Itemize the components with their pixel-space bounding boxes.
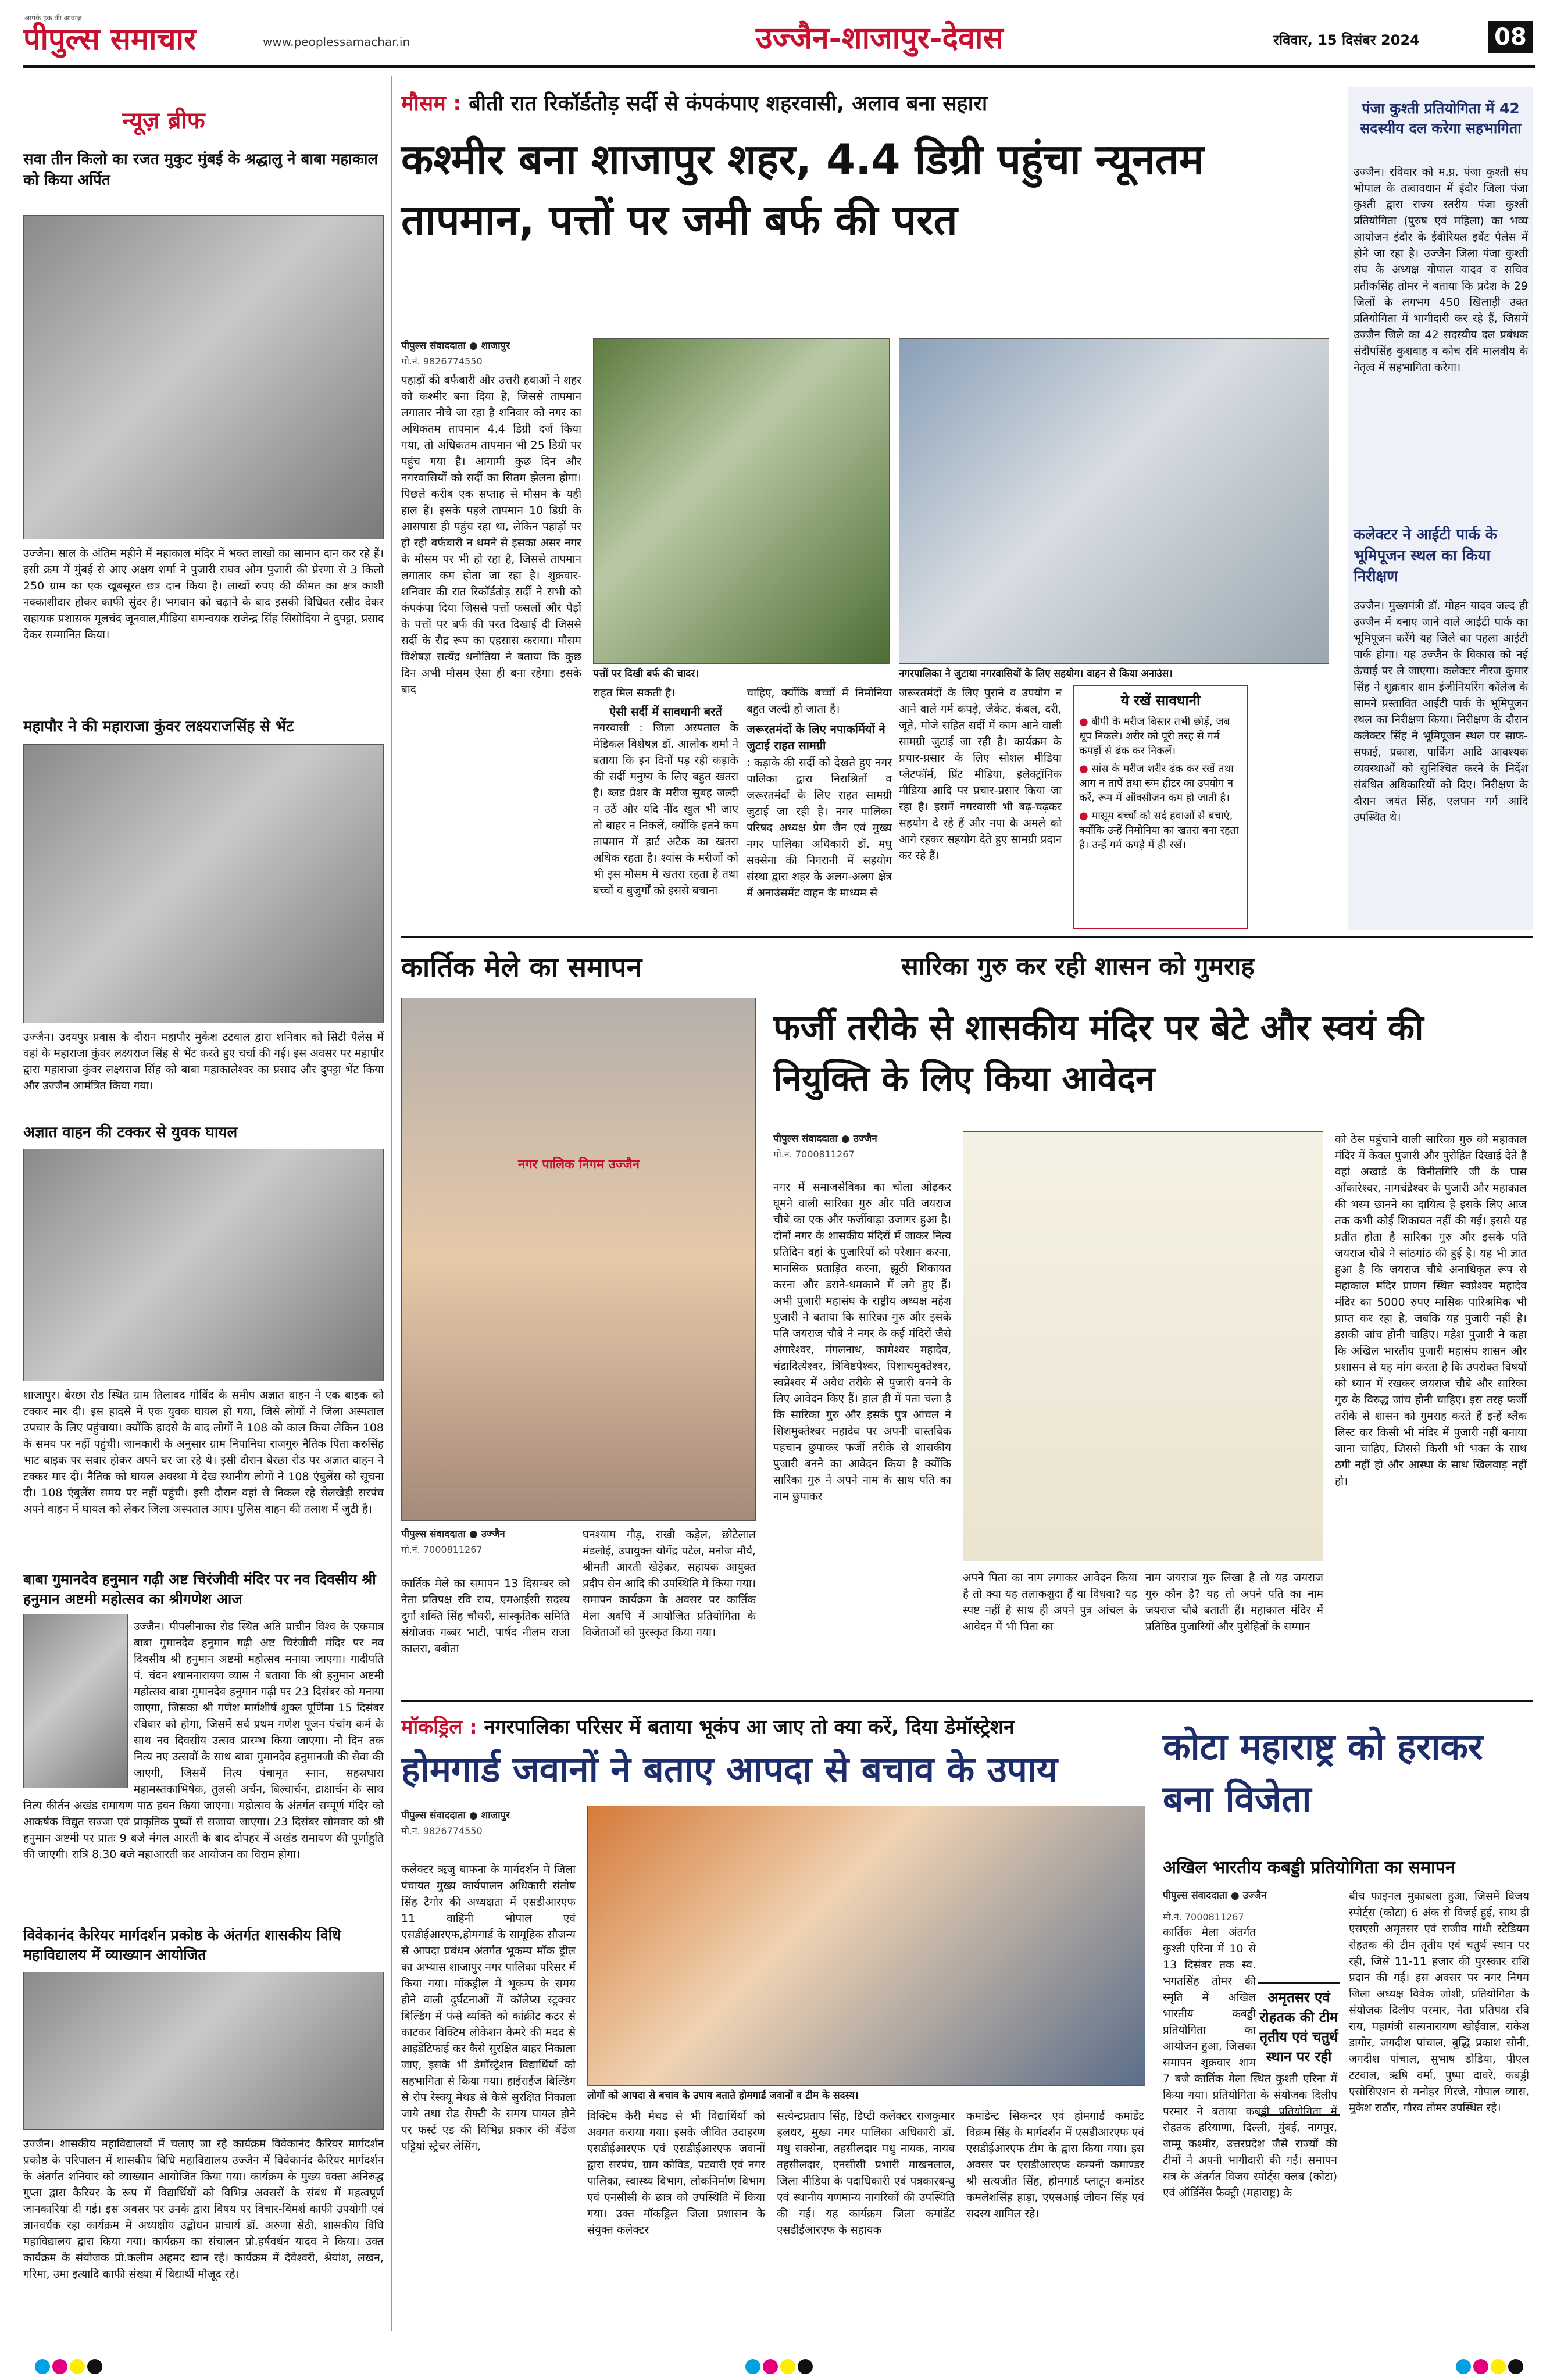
kicker: मॉकड्रिल : नगरपालिका परिसर में बताया भूकंप आ जाए तो क्या करें, दिया डेमॉस्ट्रेशन	[401, 1716, 1015, 1739]
precaution-box	[1073, 685, 1248, 929]
yellow-swatch	[70, 2359, 85, 2374]
page-number: 08	[1488, 21, 1533, 53]
story-body: नगर में समाजसेविका का चोला ओढ़कर घूमने वाली सारिका गुरु और पति जयराज चौबे का एक और फर्जीवाड़ा उजागर हुआ है। दोनों नगर के शासकीय मंदिरों में जाकर नित्य प्रतिदिन वहां के पुजारियों को परेशान करना, मानसिक प्रताड़ित करना, झूठी शिकायत करना और डराने-धमकाने में लगे हुए हैं। अभी पुजारी महासंघ के राष्ट्रीय अध्यक्ष महेश पुजारी ने बताया कि सारिका गुरु और इसके पति जयराज चौबे ने नगर के कई मंदिरों जैसे अंगारेश्वर, मंगलनाथ, कामेश्वर महादेव, चंद्रादित्येश्वर, त्रिविष्टपेश्वर, पिशाचमुक्तेश्वर, स्वप्नेश्वर में अवैध तरीके से पुजारी बनने के लिए आवेदन किए हैं। हाल ही में पता चला है कि सारिका गुरु और इसके पुत्र आंचल ने शिशमुक्तेश्वर महादेव पर अपनी वास्तविक पहचान छुपाकर फर्जी तरीके से शासकीय पुजारी बनने का आवेदन किया है क्योंकि सारिका गुरु ने अपने नाम के साथ पति का नाम छुपाकर	[773, 1181, 951, 1503]
story-headline: विवेकानंद कैरियर मार्गदर्शन प्रकोष्ठ के अंतर्गत शासकीय विधि महाविद्यालय में व्याख्यान आयोजित	[23, 1927, 341, 1963]
reporter-mobile: मो.नं. 9826774550	[401, 1825, 483, 1836]
black-swatch	[1508, 2359, 1523, 2374]
black-swatch	[87, 2359, 102, 2374]
mock-drill-story	[401, 1709, 1151, 2343]
byline: पीपुल्स संवाददाता ● उज्जैन	[401, 1528, 505, 1540]
story-body: उज्जैन। पीपलीनाका रोड स्थित अति प्राचीन विश्व के एकमात्र बाबा गुमानदेव हनुमान गढ़ी अष्ट चिरंजीवी मंदिर पर नव दिवसीय श्री हनुमान अष्टमी महोत्सव मनाया जाएगा। गादीपति पं. चंदन श्यामनारायण व्यास ने बताया कि श्री हनुमान अष्टमी महोत्सव बाबा गुमानदेव हनुमान गढ़ी पर 23 दिसंबर को मनाया जाएगा, जिसका श्री गणेश मार्गशीर्ष शुक्ल पूर्णिमा 15 दिसंबर रविवार को होगा, जिसमें सर्व प्रथम गणेश पूजन पंचांग कर्म के साथ नव दिवसीय उत्सव प्रारम्भ किया जाएगा। नौ दिन तक नित्य नए उत्सवों के साथ बाबा गुमानदेव हनुमानजी की सेवा की जाएगी, जिसमें नित्य पंचामृत स्नान, सहस्रधारा महामस्तकाभिषेक, तुलसी अर्चन, बिल्वार्चन, द्राक्षार्चन के साथ नित्य कीर्तन अखंड रामायण पाठ हवन किया जाएगा। महोत्सव के अंतर्गत सम्पूर्ण मंदिर को आकर्षक विद्युत सज्जा एवं प्राकृतिक पुष्पों से सजाया जाएगा। 23 दिसंबर सोमवार को श्री हनुमान अष्टमी पर प्रातः 9 बजे मंगल आरती के बाद दोपहर में अखंड रामायण की पूर्णाहुति की जाएगी। रात्रि 8.30 बजे महाआरती कर आयोजन का विराम होगा।	[23, 1620, 384, 1861]
story-body: उज्जैन। साल के अंतिम महीने में महाकाल मंदिर में भक्त लाखों का सामान दान कर रहे हैं। इसी क्रम में मुंबई से आए अक्षय शर्मा ने पुजारी राघव ओम पुजारी की प्रेरणा से 3 किलो 250 ग्राम का एक खूबसूरत छत्र दान किया है। लाखों रुपए की कीमत का क्षत्र काशी नक्काशीदार होकर काफी सुंदर है। भगवान को चढ़ाने के बाद इसकी विधिवत रसीद देकर सहायक प्रशासक मूलचंद जूनवाल,मीडिया समन्वयक राजेन्द्र सिंह सिसोदिया ने दुपट्टा, प्रसाद देकर सम्मानित किया।	[23, 547, 384, 641]
story-body: सत्येन्द्रप्रताप सिंह, डिप्टी कलेक्टर राजकुमार हलधर, मुख्य नगर पालिका अधिकारी डॉ. मधु सक्सेना, तहसीलदार मधु नायक, नायब तहसीलदार, एनसीसी प्रभारी माखनलाल, जिला मीडिया के पदाधिकारी एवं पत्रकारबन्धु एवं स्थानीय गणमान्य नागरिकों की उपस्थिति की गई। यह कार्यक्रम जिला कमांडेंट एसडीईआरएफ के सहायक	[777, 2110, 955, 2236]
photo-disaster-drill	[587, 1806, 1145, 2086]
story-body: उज्जैन। रविवार को म.प्र. पंजा कुश्ती संघ भोपाल के तत्वावधान में इंदौर जिला पंजा कुश्ती द्वारा राज्य स्तरीय पंजा कुश्ती प्रतियोगिता (पुरुष एवं महिला) का भव्य आयोजन इंदौर के ईवीरियल इवेंट पैलेस में होने जा रहा है। उज्जैन जिला पंजा कुश्ती संघ के अध्यक्ष गोपाल यादव व सचिव प्रतीकसिंह तोमर ने बताया कि प्रदेश के 29 जिलों के लगभग 450 खिलाड़ी उक्त प्रतियोगिता में भागीदारी कर रहे हैं, जिसमें उज्जैन जिले का 42 सदस्यीय दल प्रबंधक संदीपसिंह कुशवाह व कोच रवि मालवीय के नेतृत्व में सहभागिता करेगा।	[1354, 166, 1528, 374]
story-body: कार्तिक मेले का समापन 13 दिसम्बर को नेता प्रतिपक्ष रवि राय, एमआईसी सदस्य दुर्गा शक्ति सिंह चौधरी, सांस्कृतिक समिति संयोजक गब्बर भाटी, पार्षद नीलम राजा कालरा, बबीता	[401, 1577, 570, 1655]
edition-title: उज्जैन-शाजापुर-देवास	[756, 20, 1004, 56]
story-headline: कलेक्टर ने आईटी पार्क के भूमिपूजन स्थल का किया निरीक्षण	[1354, 526, 1497, 585]
story-body: उज्जैन। उदयपुर प्रवास के दौरान महापौर मुकेश टटवाल द्वारा शनिवार को सिटी पैलेस में वहां के महाराजा कुंवर लक्ष्यराज सिंह से भेंट करते हुए चर्चा की गई। इस अवसर पर महापौर द्वारा महाराजा कुंवर लक्ष्यराज सिंह को बाबा महाकालेश्वर का प्रसाद और दुपट्टा भेंट किया और उज्जैन आमंत्रित किया गया।	[23, 1031, 384, 1092]
kartik-mela-story	[401, 948, 762, 1692]
box-item: ● मासूम बच्चों को सर्द हवाओं से बचाएं, क्योंकि उन्हें निमोनिया का खतरा बना रहता है। उन्हें गर्म कपड़े में ही रखें।	[1079, 810, 1239, 851]
magenta-swatch	[763, 2359, 778, 2374]
yellow-swatch	[780, 2359, 795, 2374]
lead-story	[401, 76, 1337, 942]
story-headline: पंजा कुश्ती प्रतियोगिता में 42 सदस्यीय दल करेगा सहभागिता	[1360, 100, 1522, 137]
story-body: कमांडेन्ट सिकन्दर एवं होमगार्ड कमांडेंट विक्रम सिंह के मार्गदर्शन में एसडीआरएफ एवं एसडीईआरएफ टीम के द्वारा किया गया। इस अवसर पर एसडीआरएफ कम्पनी कमाण्डर श्री सत्यजीत सिंह, होमगार्ड प्लाटून कमांडर कमलेशसिंह हाड़ा, एएसआई जीवन सिंह एवं सदस्य शामिल रहे।	[966, 2110, 1144, 2220]
cyan-swatch	[35, 2359, 50, 2374]
column-divider	[391, 76, 392, 2331]
lead-body-col3b: : कड़ाके की सर्दी को देखते हुए नगर पालिका द्वारा निराश्रितों व जरूरतमंदों के लिए राहत सामग्री जुटाई जा रही है। नगर पालिका परिषद अध्यक्ष प्रेम जैन एवं मुख्य नगर पालिका अधिकारी डॉ. मधु सक्सेना की निगरानी में सहयोग संस्था द्वारा शहर के अलग-अलग क्षेत्र में अनाउंसमेंट वाहन के माध्यम से	[747, 756, 892, 899]
section-rule	[401, 936, 1533, 938]
color-swatches	[35, 2359, 102, 2374]
story-headline: बाबा गुमानदेव हनुमान गढ़ी अष्ट चिरंजीवी मंदिर पर नव दिवसीय श्री हनुमान अष्टमी महोत्सव का श्रीगणेश आज	[23, 1571, 376, 1607]
story-headline: होमगार्ड जवानों ने बताए आपदा से बचाव के उपाय	[401, 1748, 1058, 1791]
story-body: अपने पिता का नाम लगाकर आवेदन किया है तो क्या यह तलाकशुदा हैं या विधवा? यह स्पष्ट नहीं है साथ ही अपने पुत्र आंचल के आवेदन में भी पिता का	[963, 1571, 1137, 1633]
lead-body-col3: चाहिए, क्योंकि बच्चों में निमोनिया बहुत जल्दी हो जाता है।	[747, 687, 892, 716]
photo-yoga-pyramid	[401, 998, 756, 1521]
byline: पीपुल्स संवाददाता ● शाजापुर	[401, 1810, 510, 1821]
story-body: को ठेस पहुंचाने वाली सारिका गुरु को महाकाल मंदिर में केवल पुजारी और पुरोहित दिखाई देते हैं वहां अखाड़े के विनीतगिरि जी के पास ओंकारेश्वर, नागचंद्रेश्वर के पुजारी और महाकाल की भस्म छानने का दायित्व है इसके लिए आज तक कभी कोई शिकायत नहीं की गई। इससे यह प्रतीत होता है सारिका गुरु और इसके पति जयराज चौबे ने सांठगांठ की हुई है। यह भी ज्ञात हुआ है कि जयराज चौबे अनाधिकृत रूप से महाकाल मंदिर प्राणग स्थित स्वप्नेश्वर महादेव मंदिर का 5000 रुपए मासिक पारिश्रमिक भी प्राप्त कर रहा है, जबकि यह पुजारी नहीं है। इसकी जांच होनी चाहिए। महेश पुजारी ने कहा कि अखिल भारतीय पुजारी महासंघ शासन और प्रशासन से यह मांग करता है कि उपरोक्त विषयों को ध्यान में रखकर जयराज चौबे और सारिका गुरु के विरुद्ध जांच होनी चाहिए। इस तरह फर्जी तरीके से शासन को गुमराह करते हैं इन्हें ब्लैक लिस्ट कर किसी भी मंदिर में पुजारी नहीं बनाया जाना चाहिए, जिससे किसी भी भक्त के साथ ठगी नहीं हो और आस्था के साथ खिलवाड़ नहीं हो।	[1335, 1133, 1527, 1488]
photo-mahakal-crown	[23, 215, 384, 539]
story-body: उज्जैन। मुख्यमंत्री डॉ. मोहन यादव जल्द ही उज्जैन में बनाए जाने वाले आईटी पार्क का भूमिपूजन करेंगे यह जिले का पहला आईटी पार्क होगा। यह उज्जैन के विकास को नई ऊंचाई पर ले जाएगा। कलेक्टर नीरज कुमार सिंह ने शुक्रवार शाम इंजीनियरिंग कॉलेज के सामने प्रस्तावित आईटी पार्क के भूमिपूजन स्थल का निरीक्षण किया। निरीक्षण के दौरान कलेक्टर सिंह ने भूमिपूजन स्थल पर साफ-सफाई, प्रकाश, पार्किंग आदि आवश्यक व्यवस्थाओं को सुनिश्चित करने के निर्देश संबंधित अधिकारियों को दिए। निरीक्षण के दौरान जयंत सिंह, एलपान गर्ग आदि उपस्थित थे।	[1354, 599, 1528, 824]
yellow-swatch	[1491, 2359, 1506, 2374]
section-rule	[401, 1700, 1533, 1702]
story-deck: अखिल भारतीय कबड्डी प्रतियोगिता का समापन	[1163, 1857, 1455, 1878]
story-body: शाजापुर। बेरछा रोड स्थित ग्राम तिलावद गोविंद के समीप अज्ञात वाहन ने एक बाइक को टक्कर मार दी। इस हादसे में एक युवक घायल हो गया, जिसे लोगों ने जिला अस्पताल उपचार के लिए पहुंचाया। क्योंकि हादसे के बाद लोगों ने 108 को काल किया लेकिन 108 के समय पर नहीं पहुंची। जानकारी के अनुसार ग्राम निपानिया राजगुरु नैतिक पिता करुसिंह भाट बाइक पर सवार होकर अपने घर जा रहे थे। इसी दौरान बेरछा रोड पर अज्ञात वाहन ने टक्कर मार दी। नैतिक को घायल अवस्था में देख स्थानीय लोगों ने 108 एंबुलेंस को सूचना दी। 108 एंबुलेंस समय पर नहीं पहुंची। इसी दौरान वहां से निकल रहे सेलखेड़ी सरपंच अपने वाहन में घायल को लेकर जिला अस्पताल आए। पुलिस वाहन की तलाश में जुटी है।	[23, 1389, 384, 1516]
box-title: ये रखें सावधानी	[1120, 692, 1201, 709]
story-body: नाम जयराज गुरु लिखा है तो यह जयराज गुरु कौन है? यह तो अपने पति का नाम जयराज चौबे बताती हैं। महाकाल मंदिर में प्रतिष्ठित पुजारियों और पुरोहितों के सम्मान	[1145, 1571, 1323, 1633]
news-brief-column	[23, 76, 384, 2354]
photo-frosted-leaves	[593, 338, 890, 664]
subhead: ऐसी सर्दी में सावधानी बरतें	[609, 705, 722, 719]
story-headline: अज्ञात वाहन की टक्कर से युवक घायल	[23, 1124, 238, 1141]
box-item: ● सांस के मरीज शरीर ढंक कर रखें तथा आग न तापें तथा रूम हीटर का उपयोग न करें, रूम में ऑक्सीजन कम हो जाती है।	[1079, 763, 1234, 804]
reporter-mobile: मो.नं. 7000811267	[773, 1149, 855, 1160]
reporter-mobile: मो.नं. 7000811267	[401, 1544, 483, 1555]
story-body: कार्तिक मेला अंतर्गत कुश्ती एरिना में 10 से 13 दिसंबर तक स्व. भगतसिंह तोमर की स्मृति में अखिल भारतीय कबड्डी प्रतियोगिता का आयोजन हुआ, जिसका समापन शुक्रवार शाम 7 बजे कार्तिक मेला स्थित कुश्ती एरिना में किया गया। प्रतियोगिता के संयोजक दिलीप परमार ने बताया कबड्डी प्रतियोगिता में रोहतक हरियाणा, दिल्ली, मुंबई, नागपुर, जम्मू कश्मीर, उत्तरप्रदेश जैसे राज्यों की टीमों ने अपनी भागीदारी की गई। समापन सत्र के अंतर्गत विजय स्पोर्ट्स क्लब (कोटा) एवं ऑर्डिनेंस फैक्ट्री (महाराष्ट्र) के	[1163, 1926, 1337, 2199]
byline: पीपुल्स संवाददाता ● शाजापुर	[401, 340, 510, 352]
story-body: विक्टिम केरी मेथड से भी विद्यार्थियों को अवगत कराया गया। इसके जीवित उदाहरण एसडीईआरएफ एवं एसडीईआरएफ जवानों द्वारा सरपंच, ग्राम कोविड, पटवारी एवं नगर पालिका, स्वास्थ्य विभाग, लोकनिर्माण विभाग एवं एनसीसी के छात्र को उपस्थिति में किया गया। उक्त मॉकड्रिल जिला प्रशासन के संयुक्त कलेक्टर	[587, 2110, 765, 2236]
photo-application-document	[963, 1131, 1323, 1561]
registration-bar	[35, 2358, 1523, 2375]
kicker: सारिका गुरु कर रही शासन को गुमराह	[901, 952, 1255, 981]
cyan-swatch	[1456, 2359, 1471, 2374]
story-headline: सवा तीन किलो का रजत मुकुट मुंबई के श्रद्धालु ने बाबा महाकाल को किया अर्पित	[23, 151, 378, 189]
masthead	[23, 13, 1535, 71]
lead-body-col4: जरूरतमंदों के लिए पुराने व उपयोग न आने वाले गर्म कपड़े, जैकेट, कंबल, दरी, जूते, मोजे सहित सर्दी में काम आने वाली सामग्री जुटाई जा रही है। कार्यक्रम के प्रचार-प्रसार के लिए सोशल मीडिया प्लेटफॉर्म, प्रिंट मीडिया, इलेक्ट्रॉनिक मीडिया आदि पर प्रचार-प्रसार किया जा रहा है। इसमें नगरवासी भी बढ़-चढ़कर सहयोग दे रहे हैं और नपा के अमले को आगे रहकर सहयोग देते हुए सामग्री प्रदान कर रहे हैं।	[899, 687, 1062, 862]
lead-body-col2b: नगरवासी : जिला अस्पताल के मेडिकल विशेषज्ञ डॉ. आलोक शर्मा ने बताया कि इन दिनों पड़ रही कड़ाके की सर्दी मनुष्य के लिए बहुत खतरा है। ब्लड प्रेशर के मरीज सुबह जल्दी न उठें और यदि नींद खुल भी जाए तो बाहर न निकलें, क्योंकि इतने कम तापमान में हार्ट अटैक का खतरा अधिक रहता है। श्वांस के मरीजों को भी इस मौसम में खतरा रहता है तथा बच्चों व बुजुर्गों को इससे बचाना	[593, 721, 738, 897]
story-headline: कोटा महाराष्ट्र को हराकर बना विजेता	[1163, 1725, 1483, 1820]
story-headline: फर्जी तरीके से शासकीय मंदिर पर बेटे और स्वयं की नियुक्ति के लिए किया आवेदन	[773, 1007, 1424, 1099]
newspaper-logo: पीपुल्स समाचार	[23, 22, 197, 57]
reporter-mobile: मो.नं. 9826774550	[401, 356, 483, 367]
kicker-label: मौसम :	[401, 92, 462, 116]
issue-date: रविवार, 15 दिसंबर 2024	[1273, 32, 1420, 48]
photo-accident	[23, 1149, 384, 1381]
subhead: जरूरतमंदों के लिए नपाकर्मियों ने जुटाई राहत सामग्री	[747, 722, 885, 752]
photo-mayor-meeting	[23, 744, 384, 1023]
color-swatches	[745, 2359, 813, 2374]
byline: पीपुल्स संवाददाता ● उज्जैन	[1163, 1890, 1267, 1902]
box-item: ● बीपी के मरीज बिस्तर तभी छोड़ें, जब धूप निकले। शरीर को पूरी तरह से गर्म कपड़ों से ढंक कर निकलें।	[1079, 716, 1230, 757]
photo-caption: नगरपालिका ने जुटाया नगरवासियों के लिए सहयोग। वाहन से किया अनाउंस।	[899, 668, 1173, 680]
right-brief-column	[1348, 87, 1533, 930]
lead-body-col1: पहाड़ों की बर्फबारी और उत्तरी हवाओं ने शहर को कश्मीर बना दिया है, जिससे तापमान लगातार नीचे जा रहा है शनिवार को नगर का अधिकतम तापमान 4.4 डिग्री दर्ज किया गया, तो अधिकतम तापमान भी 25 डिग्री पर पहुंच गया है। आगामी कुछ दिन और नगरवासियों को सर्दी का सितम झेलना होगा। पिछले करीब एक सप्ताह से मौसम के यही हाल है। इसके पहले तापमान 10 डिग्री के आसपास ही पहुंच रहा था, लेकिन पहाड़ों पर हो रही बर्फबारी न थमने से इसका असर नगर के मौसम पर भी हो रहा है, जिससे तापमान लगातार कम होता जा रहा है। शुक्रवार-शनिवार की रात रिकॉर्डतोड़ सर्दी ने सभी को कंपकंपा दिया जिससे पत्तों फसलों और पेड़ों के पत्तों पर बर्फ की परत दिखाई दी जिससे सर्दी के रौद्र रूप का एहसास कराया। मौसम विशेषज्ञ सत्येंद्र धनोतिया ने बताया कि कुछ दिन अभी मौसम ऐसा ही बना रहेगा। इसके बाद	[401, 374, 581, 696]
magenta-swatch	[52, 2359, 67, 2374]
banner-text: नगर पालिक निगम उज्जैन	[518, 1157, 640, 1172]
color-swatches	[1456, 2359, 1523, 2374]
story-headline: कार्तिक मेले का समापन	[401, 951, 642, 984]
logo-tagline: आपके हक की आवाज़	[24, 14, 82, 22]
black-swatch	[798, 2359, 813, 2374]
cyan-swatch	[745, 2359, 760, 2374]
kabaddi-story	[1163, 1709, 1533, 2343]
kicker	[401, 88, 987, 117]
temple-application-story	[773, 948, 1533, 1692]
story-body: कलेक्टर ऋजु बाफना के मार्गदर्शन में जिला पंचायत मुख्य कार्यपालन अधिकारी संतोष सिंह टैगोर की अध्यक्षता में एसडीआरएफ 11 वाहिनी भोपाल एवं एसडीईआरएफ,होमगार्ड के सामूहिक सौजन्य से आपदा प्रबंधन अंतर्गत भूकम्प मॉक ड्रील का अभ्यास शाजापुर नगर पालिका परिसर में किया गया। मॉकड्रील में भूकम्प के समय होने वाली दुर्घटनाओं में कॉलेप्स स्ट्रक्चर बिल्डिंग में फंसे व्यक्ति को कांक्रीट कटर से काटकर विक्टिम लोकेशन कैमरे की मदद से आइडेंटिफाई कर कैसे सुरक्षित बाहर निकाला जाए, इसके भी डेमॉस्ट्रेशन विद्यार्थियों को सहभागिता से किया गया। हाईराईज बिल्डिंग से रोप रेस्क्यू मेथड से कैसे सुरक्षित निकाला जाये तथा रोड सेफ्टी के समय घायल होने पर फर्स्ट एड की विभिन्न प्रकार की बेंडेज पट्टियां स्ट्रेचर लेसिंग,	[401, 1863, 576, 2153]
story-body: घनश्याम गौड़, राखी कड़ेल, छोटेलाल मंडलोई, उपायुक्त योगेंद्र पटेल, मनोज मौर्य, श्रीमती आरती खेड़ेकर, सहायक आयुक्त प्रदीप सेन आदि की उपस्थिति में किया गया। समापन कार्यक्रम के अवसर पर कार्तिक मेला अवधि में आयोजित प्रतियोगिता के विजेताओं को पुरस्कृत किया गया।	[583, 1528, 756, 1639]
website-link[interactable]: www.peoplessamachar.in	[263, 35, 410, 49]
lead-body-col2: राहत मिल सकती है।	[593, 687, 676, 699]
kicker-text: बीती रात रिकॉर्डतोड़ सर्दी से कंपकंपाए शहरवासी, अलाव बना सहारा	[469, 92, 988, 116]
reporter-mobile: मो.नं. 7000811267	[1163, 1911, 1244, 1922]
photo-lecture	[23, 1972, 384, 2130]
story-body: बीच फाइनल मुकाबला हुआ, जिसमें विजय स्पोर्ट्स (कोटा) 6 अंक से विजई हुई, साथ ही एसएसी अमृतसर एवं राजीव गांधी स्टेडियम रोहतक की टीम तृतीय एवं चतुर्थ स्थान पर रही, जिसे 11-11 हजार की पुरस्कार राशि प्रदान की गई। इस अवसर पर नगर निगम जिला अध्यक्ष विवेक जोशी, प्रतियोगिता के संयोजक दिलीप परमार, नेता प्रतिपक्ष रवि राय, महामंत्री सत्यनारायण खोईवाल, राकेश डागोर, जगदीश पांचाल, बुद्धि प्रकाश सोनी, जगदीश पांचाल, सुभाष डोडिया, पीएल टटवाल, ऋषि वर्मा, पुष्पा दावरे, कबड्डी एसोसिएशन से मनोहर गिरजे, गोपाल व्यास, मुकेश राठौर, गौरव तोमर उपस्थित रहे।	[1349, 1890, 1529, 2114]
lead-headline: कश्मीर बना शाजापुर शहर, 4.4 डिग्री पहुंचा न्यूनतम तापमान, पत्तों पर जमी बर्फ की परत	[401, 135, 1204, 244]
story-body: उज्जैन। शासकीय महाविद्यालयों में चलाए जा रहे कार्यक्रम विवेकानंद कैरियर मार्गदर्शन प्रकोष्ठ के परिपालन में शासकीय विधि महाविद्यालय उज्जैन में विवेकानंद कैरियर मार्गदर्शन के अंतर्गत शनिवार को व्याख्यान आयोजित किया गया। कार्यक्रम के मुख्य वक्ता अनिरुद्ध गुप्ता द्वारा कैरियर के रूप में विद्यार्थियों को विभिन्न अवसरों के संबंध में महत्वपूर्ण जानकारियां दी गई। इस अवसर पर उनके द्वारा विषय पर विचार-विमर्श काफी उपयोगी एवं ज्ञानवर्धक रहा कार्यक्रम में अध्यक्षीय उद्बोधन प्राचार्य डॉ. अरुणा सेठी, शासकीय विधि महाविद्यालय द्वारा किया गया। कार्यक्रम का संचालन प्रो.हर्षवर्धन यादव ने किया। उक्त कार्यक्रम के संयोजक प्रो.कलीम अहमद खान रहे। कार्यक्रम में देवेश्वरी, श्रेयांश, लखन, गरिमा, उमा इत्यादि काफी संख्या में विद्यार्थी मौजूद रहे।	[23, 2138, 384, 2281]
byline: पीपुल्स संवाददाता ● उज्जैन	[773, 1133, 877, 1145]
story-headline: महापौर ने की महाराजा कुंवर लक्ष्यराजसिंह से भेंट	[23, 718, 294, 735]
pull-quote: अमृतसर एवं रोहतक की टीम तृतीय एवं चतुर्थ स्थान पर रही	[1258, 1982, 1340, 2116]
header-rule	[23, 65, 1535, 68]
news-brief-title: न्यूज़ ब्रीफ	[122, 108, 205, 134]
photo-caption: पत्तों पर दिखी बर्फ की चादर।	[593, 668, 699, 680]
magenta-swatch	[1473, 2359, 1488, 2374]
photo-caption: लोगों को आपदा से बचाव के उपाय बताते होमगार्ड जवानों व टीम के सदस्य।	[587, 2090, 859, 2102]
photo-relief-collection	[899, 338, 1329, 664]
